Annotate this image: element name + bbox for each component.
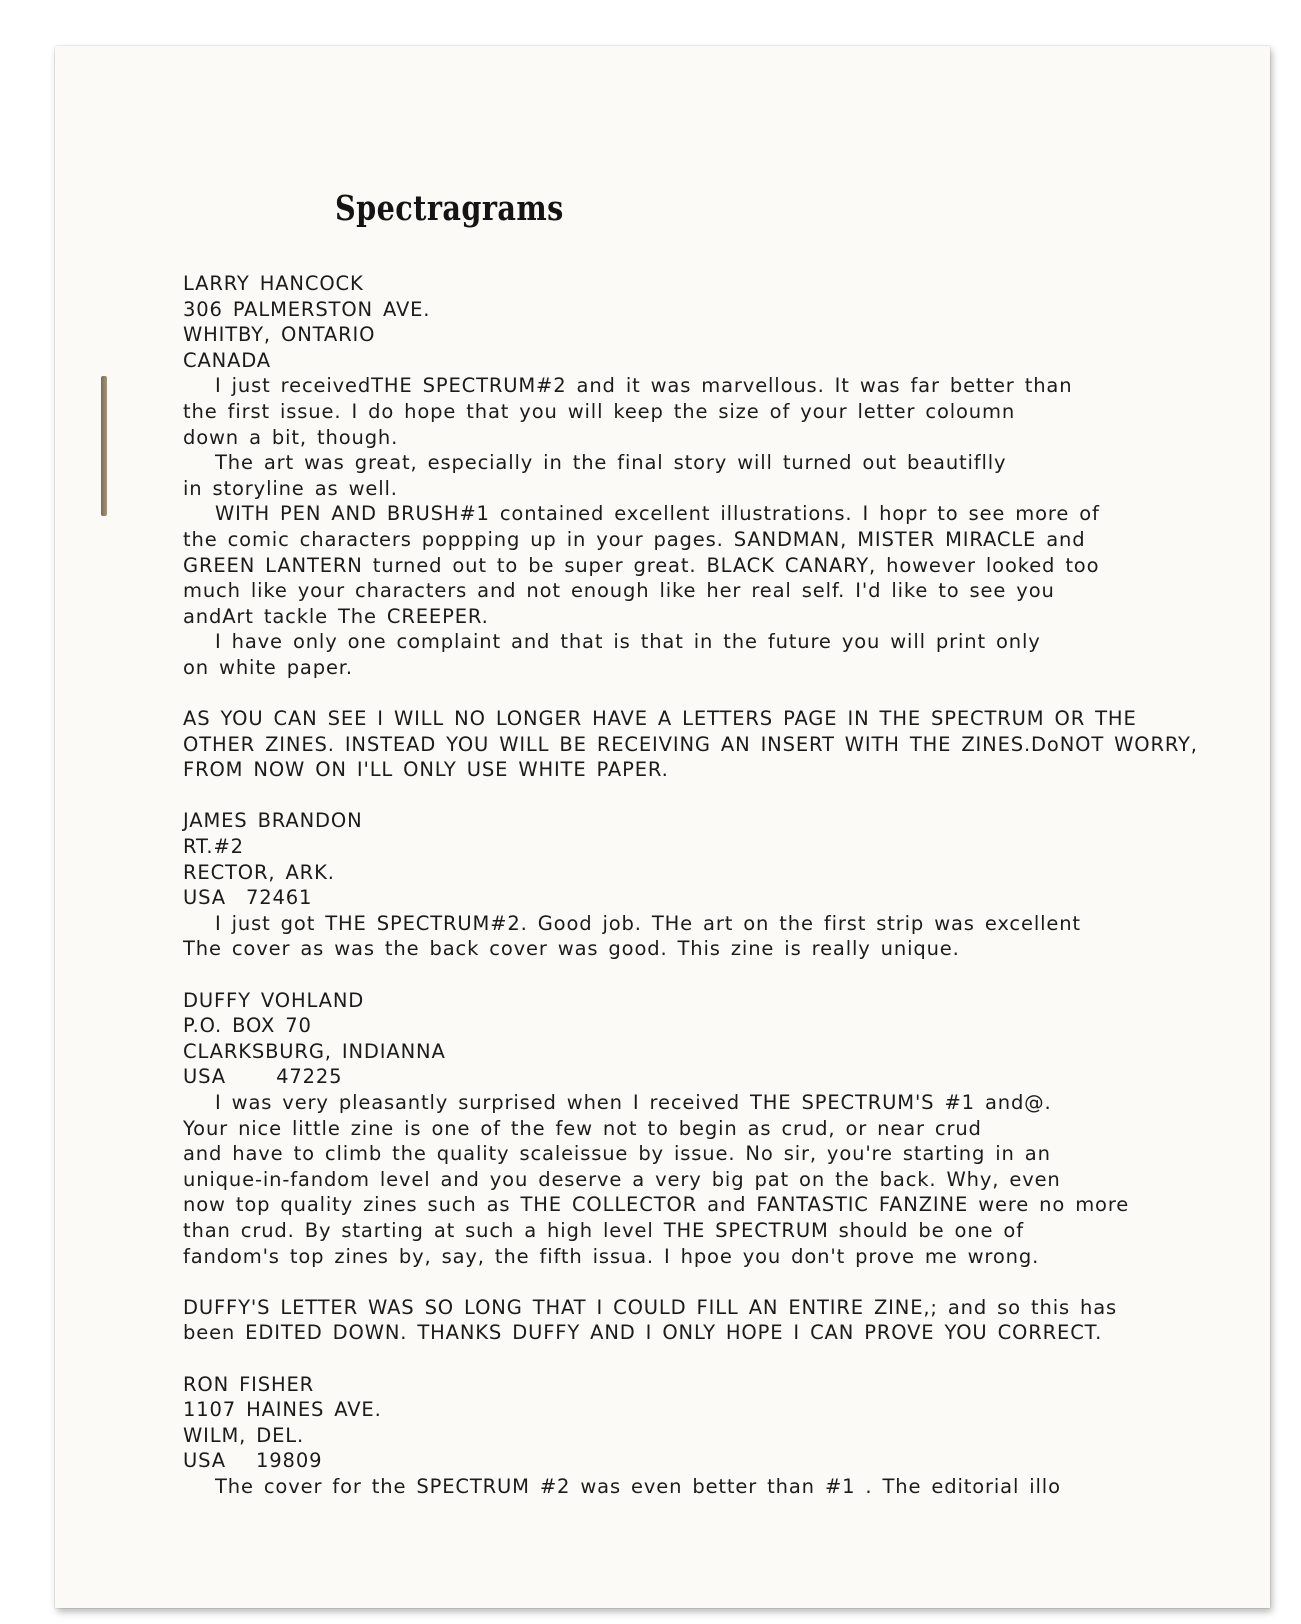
text-line: The art was great, especially in the final story will turned out beautiflly bbox=[215, 451, 1007, 475]
text-line: WITH PEN AND BRUSH#1 contained excellent illustrations. I hopr to see more of bbox=[215, 502, 1100, 526]
letter-duffy-vohland bbox=[183, 988, 1223, 1270]
letters-column bbox=[183, 271, 1223, 1500]
text-line: been EDITED DOWN. THANKS DUFFY AND I ONLY HOPE I CAN PROVE YOU CORRECT. bbox=[183, 1321, 1103, 1345]
text-line: in storyline as well. bbox=[183, 476, 398, 500]
address-line: JAMES BRANDON bbox=[183, 809, 363, 833]
letter-ron-fisher bbox=[183, 1372, 1223, 1500]
text-line: now top quality zines such as THE COLLECTOR and FANTASTIC FANZINE were no more bbox=[183, 1193, 1130, 1217]
text-line: than crud. By starting at such a high level THE SPECTRUM should be one of bbox=[183, 1218, 1024, 1242]
text-line: down a bit, though. bbox=[183, 425, 399, 449]
staple-mark bbox=[101, 376, 107, 516]
address-line: RT.#2 bbox=[183, 835, 244, 859]
address-line: CLARKSBURG, INDIANNA bbox=[183, 1039, 446, 1063]
text-line: the first issue. I do hope that you will keep the size of your letter coloumn bbox=[183, 399, 1016, 423]
fanzine-page bbox=[55, 46, 1270, 1608]
text-line: I was very pleasantly surprised when I received THE SPECTRUM'S #1 and@. bbox=[215, 1091, 1052, 1114]
letter-larry-hancock bbox=[183, 271, 1223, 681]
address-line: WILM, DEL. bbox=[183, 1423, 305, 1447]
page-title: Spectragrams bbox=[335, 188, 564, 229]
text-line: fandom's top zines by, say, the fifth issua. I hpoe you don't prove me wrong. bbox=[183, 1244, 1040, 1268]
text-line: FROM NOW ON I'LL ONLY USE WHITE PAPER. bbox=[183, 758, 669, 782]
text-line: on white paper. bbox=[183, 655, 353, 679]
text-line: GREEN LANTERN turned out to be super great. BLACK CANARY, however looked too bbox=[183, 553, 1100, 577]
address-line: USA 72461 bbox=[183, 886, 313, 910]
text-line: OTHER ZINES. INSTEAD YOU WILL BE RECEIVING AN INSERT WITH THE ZINES.DoNOT WORRY, bbox=[183, 732, 1198, 756]
text-line: I just receivedTHE SPECTRUM#2 and it was marvellous. It was far better than bbox=[215, 374, 1073, 398]
text-line: The cover as was the back cover was good. This zine is really unique. bbox=[183, 937, 960, 961]
text-line: and have to climb the quality scaleissue by issue. No sir, you're starting in an bbox=[183, 1142, 1051, 1166]
text-line: unique-in-fandom level and you deserve a very big pat on the back. Why, even bbox=[183, 1167, 1061, 1191]
address-line: WHITBY, ONTARIO bbox=[183, 323, 376, 347]
text-line: I just got THE SPECTRUM#2. Good job. THe art on the first strip was excellent bbox=[215, 911, 1081, 935]
address-line: RON FISHER bbox=[183, 1372, 315, 1396]
text-line: the comic characters poppping up in your pages. SANDMAN, MISTER MIRACLE and bbox=[183, 527, 1086, 551]
address-line: P.O. BOX 70 bbox=[183, 1014, 312, 1038]
text-line: The cover for the SPECTRUM #2 was even better than #1 . The editorial illo bbox=[215, 1474, 1061, 1498]
address-line: 1107 HAINES AVE. bbox=[183, 1398, 382, 1422]
text-line: DUFFY'S LETTER WAS SO LONG THAT I COULD FILL AN ENTIRE ZINE,; and so this has bbox=[183, 1295, 1118, 1319]
editor-note bbox=[183, 1295, 1223, 1346]
address-line: 306 PALMERSTON AVE. bbox=[183, 297, 431, 321]
letter-james-brandon bbox=[183, 808, 1223, 962]
address-line: CANADA bbox=[183, 348, 271, 372]
text-line: AS YOU CAN SEE I WILL NO LONGER HAVE A LETTERS PAGE IN THE SPECTRUM OR THE bbox=[183, 707, 1137, 731]
address-line: DUFFY VOHLAND bbox=[183, 988, 365, 1012]
address-line: LARRY HANCOCK bbox=[183, 272, 364, 295]
text-line: Your nice little zine is one of the few not to begin as crud, or near crud bbox=[183, 1116, 982, 1140]
text-line: andArt tackle The CREEPER. bbox=[183, 604, 489, 628]
text-line: I have only one complaint and that is that in the future you will print only bbox=[215, 630, 1041, 654]
address-line: USA 19809 bbox=[183, 1449, 323, 1473]
text-line: much like your characters and not enough like her real self. I'd like to see you bbox=[183, 579, 1055, 603]
editor-note bbox=[183, 706, 1223, 783]
address-line: RECTOR, ARK. bbox=[183, 860, 335, 884]
address-line: USA 47225 bbox=[183, 1065, 343, 1089]
